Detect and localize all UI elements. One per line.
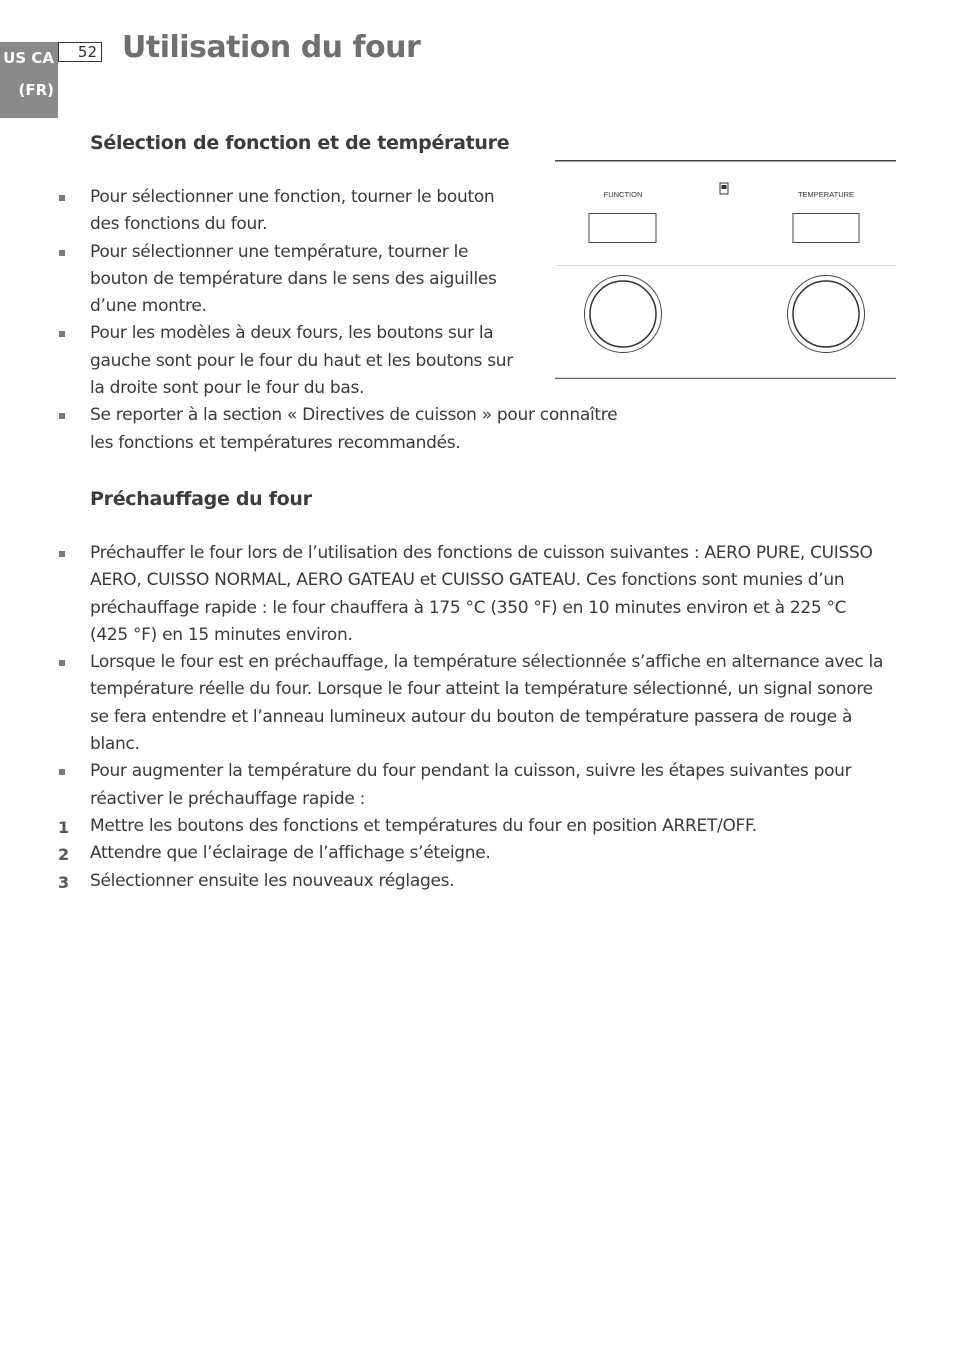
- language-label: (FR): [18, 81, 54, 99]
- list-item: Pour augmenter la température du four pendant la cuisson, suivre les étapes suivantes pour réactiver le préchauffage rapide :: [0, 758, 886, 813]
- bullet-icon: [59, 331, 65, 337]
- bullet-icon: [59, 195, 65, 201]
- step-number: 2: [58, 845, 69, 865]
- list-item: Pour sélectionner une fonction, tourner le bouton des fonctions du four.: [0, 184, 520, 239]
- bullet-icon: [59, 660, 65, 666]
- step-item: 2 Attendre que l’éclairage de l’affichage s’éteigne.: [0, 840, 886, 867]
- control-panel-drawing: [555, 160, 896, 379]
- section-heading-preheat: Préchauffage du four: [90, 488, 312, 510]
- page-number: 52: [58, 42, 102, 62]
- preheat-bullet-list: [0, 540, 886, 895]
- region-tab: [0, 42, 58, 118]
- control-panel-illustration: [555, 160, 896, 379]
- step-number: 1: [58, 817, 69, 837]
- function-label: FUNCTION: [603, 190, 643, 199]
- list-item: Préchauffer le four lors de l’utilisation des fonctions de cuisson suivantes : AERO PURE, CUISSO AERO, CUISSO NORMAL, AERO GATEAU et CUISSO GATEAU. Ces fonctions sont munies d’un préchauffage rapide : le four chauffera à 175 °C (350 °F) en 10 minutes environ et à 225 °C (425 °F) en 15 minutes environ.: [0, 540, 886, 649]
- step-item: 1 Mettre les boutons des fonctions et températures du four en position ARRET/OFF.: [0, 813, 886, 840]
- temperature-knob: [788, 276, 865, 353]
- function-display: [589, 214, 656, 243]
- bullet-icon: [59, 250, 65, 256]
- selection-bullet-list: [0, 184, 618, 457]
- bullet-icon: [59, 769, 65, 775]
- list-item: Se reporter à la section « Directives de cuisson » pour connaître les fonctions et températures recommandés.: [0, 402, 640, 457]
- list-item: Pour sélectionner une température, tourner le bouton de température dans le sens des aiguilles d’une montre.: [0, 239, 520, 321]
- function-knob: [585, 276, 662, 353]
- oven-light-icon: [720, 183, 728, 194]
- section-heading-selection: Sélection de fonction et de température: [90, 132, 510, 154]
- list-item: Pour les modèles à deux fours, les boutons sur la gauche sont pour le four du haut et les boutons sur la droite sont pour le four du bas.: [0, 320, 520, 402]
- bullet-icon: [59, 551, 65, 557]
- bullet-icon: [59, 413, 65, 419]
- step-item: 3 Sélectionner ensuite les nouveaux réglages.: [0, 868, 886, 895]
- region-label: US CA: [3, 49, 54, 67]
- page-title: Utilisation du four: [122, 30, 421, 65]
- list-item: Lorsque le four est en préchauffage, la température sélectionnée s’affiche en alternance avec la température réelle du four. Lorsque le four atteint la température sélectionné, un signal sonore se fera entendre et l’anneau lumineux autour du bouton de température passera de rouge à blanc.: [0, 649, 886, 758]
- step-number: 3: [58, 872, 69, 892]
- temperature-display: [793, 214, 859, 243]
- temperature-label: TEMPERATURE: [797, 190, 855, 199]
